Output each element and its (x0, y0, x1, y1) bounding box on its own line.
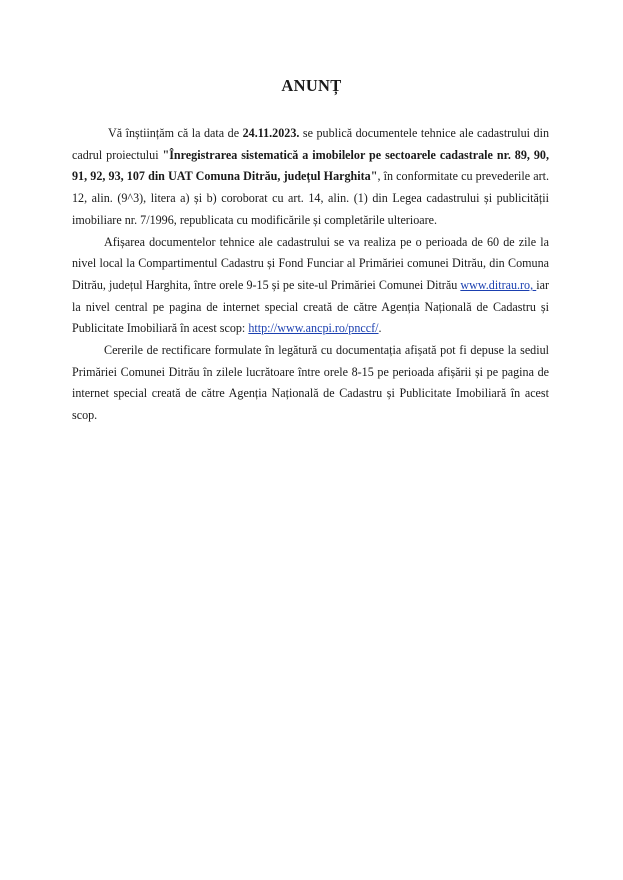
paragraph-display (72, 232, 549, 341)
text-segment: se publică documentele tehnice ale cadastrului din cadrul proiectului (72, 126, 549, 162)
text-segment: iar la nivel central pe pagina de internet special creată de către Agenția Națională de Cadastru și Publicitate Imobiliară în acest scop: (72, 277, 550, 336)
ancpi-pnccf-link[interactable]: http://www.ancpi.ro/pnccf/ (248, 321, 379, 336)
text-segment: Afișarea documentelor tehnice ale cadastrului se va realiza pe o perioada de 60 de zile la nivel local la Compartimentul Cadastru și Fond Funciar al Primăriei comunei Ditrău, din Comuna Ditrău, județul Harghita, între orele 9-15 și pe site-ul Primăriei Comunei Ditrău (72, 234, 549, 292)
page-title: ANUNȚ (281, 76, 342, 95)
announcement-body (72, 123, 549, 427)
text-segment: , în conformitate cu prevederile art. 12, alin. (9^3), litera a) și b) coroborat cu art. 14, alin. (1) din Legea cadastrului și publicității imobiliare nr. 7/1996, republicata cu modificările și completările ulterioare. (72, 169, 549, 227)
project-name: "Înregistrarea sistematică a imobilelor pe sectoarele cadastrale nr. 89, 90, 91, 92, 93, 107 din UAT Comuna Ditrău, județul Harghita" (72, 147, 549, 184)
paragraph-publication (72, 123, 549, 232)
ditrau-website-link[interactable]: www.ditrau.ro, (460, 277, 537, 292)
paragraph-rectification: Cererile de rectificare formulate în legătură cu documentația afișată pot fi depuse la sediul Primăriei Comunei Ditrău în zilele lucrătoare între orele 8-15 pe perioada afișării și pe pagina de internet special creată de către Agenția Națională de Cadastru și Publicitate Imobiliară în acest scop. (72, 343, 549, 423)
text-segment: Vă înștiințăm că la data de (108, 126, 243, 140)
text-segment: . (378, 321, 382, 336)
publication-date: 24.11.2023. (242, 126, 300, 140)
